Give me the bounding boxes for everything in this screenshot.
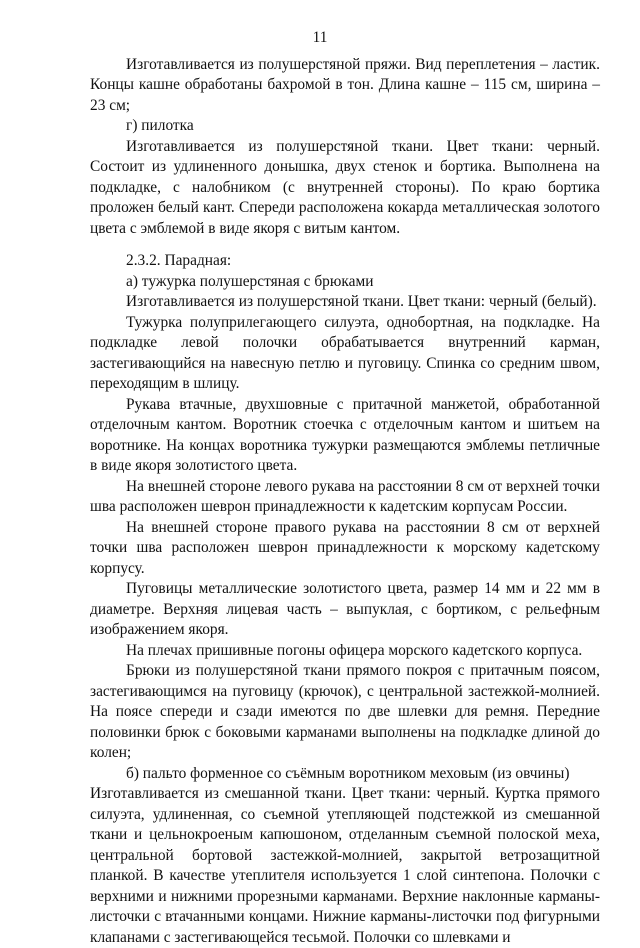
paragraph-left-sleeve-chevron: На внешней стороне левого рукава на расстоянии 8 см от верхней точки шва расположен шеврон принадлежности к кадетским корпусам России. <box>90 477 600 515</box>
paragraph-jacket-silhouette: Тужурка полуприлегающего силуэта, однобортная, на подкладке. На подкладке левой полочки обрабатывается внутренний карман, застегивающийся на навесную петлю и пуговицу. Спинка со средним швом, переходящим в шлицу. <box>90 313 600 392</box>
paragraph-right-sleeve-chevron: На внешней стороне правого рукава на расстоянии 8 см от верхней точки шва расположен шеврон принадлежности к морскому кадетскому корпусу. <box>90 518 600 577</box>
page-number: 11 <box>312 29 328 46</box>
paragraph-cap-description: Изготавливается из полушерстяной ткани. Цвет ткани: черный. Состоит из удлиненного донышка, двух стенок и бортика. Выполнена на подкладке, с налобником (с внутренней стороны). По краю бортика проложен белый кант. Спереди расположена кокарда металлическая золотого цвета с эмблемой в виде якоря с витым кантом. <box>90 137 600 237</box>
paragraph-shoulder-boards: На плечах пришивные погоны офицера морского кадетского корпуса. <box>126 641 583 659</box>
section-heading-2-3-2: 2.3.2. Парадная: <box>126 252 232 269</box>
paragraph-jacket-heading: а) тужурка полушерстяная с брюками <box>126 272 374 290</box>
paragraph-trousers: Брюки из полушерстяной ткани прямого покроя с притачным поясом, застегивающимся на пуговицу (крючок), с центральной застежкой-молнией. На поясе спереди и сзади имеются по две шлевки для ремня. Передние половинки брюк с боковыми карманами выполнены на подкладке длиной до колен; <box>90 662 600 761</box>
paragraph-gap <box>90 239 600 251</box>
paragraph-jacket-sleeves: Рукава втачные, двухшовные с притачной манжетой, обработанной отделочным кантом. Воротник стоечка с отделочным кантом и шитьем на воротнике. На концах воротника тужурки размещаются эмблемы петличные в виде якоря золотистого цвета. <box>90 395 600 474</box>
paragraph-coat-heading: б) пальто форменное со съёмным воротником меховым (из овчины) <box>126 764 570 782</box>
paragraph-jacket-fabric: Изготавливается из полушерстяной ткани. Цвет ткани: черный (белый). <box>126 293 597 310</box>
paragraph-coat-description: Изготавливается из смешанной ткани. Цвет ткани: черный. Куртка прямого силуэта, удлиненная, со съемной утепляющей подстежкой из смешанной ткани и цельнокроеным капюшоном, отделанным съемной полоской меха, центральной бортовой застежкой-молнией, закрытой ветрозащитной планкой. В качестве утеплителя используется 1 слой синтепона. Полочки с верхними и нижними прорезными карманами. Верхние наклонные карманы-листочки с втачанными концами. Нижние карманы-листочки под фигурными клапанами с застегивающейся тесьмой. Полочки со шлевками и <box>90 785 600 946</box>
paragraph-buttons: Пуговицы металлические золотистого цвета, размер 14 мм и 22 мм в диаметре. Верхняя лицевая часть – выпуклая, с бортиком, с рельефным изображением якоря. <box>90 580 600 638</box>
paragraph-scarf-description: Изготавливается из полушерстяной пряжи. Вид переплетения – ластик. Концы кашне обработаны бахромой в тон. Длина кашне – 115 см, ширина – 23 см; <box>90 55 600 114</box>
paragraph-cap-heading: г) пилотка <box>126 117 194 134</box>
